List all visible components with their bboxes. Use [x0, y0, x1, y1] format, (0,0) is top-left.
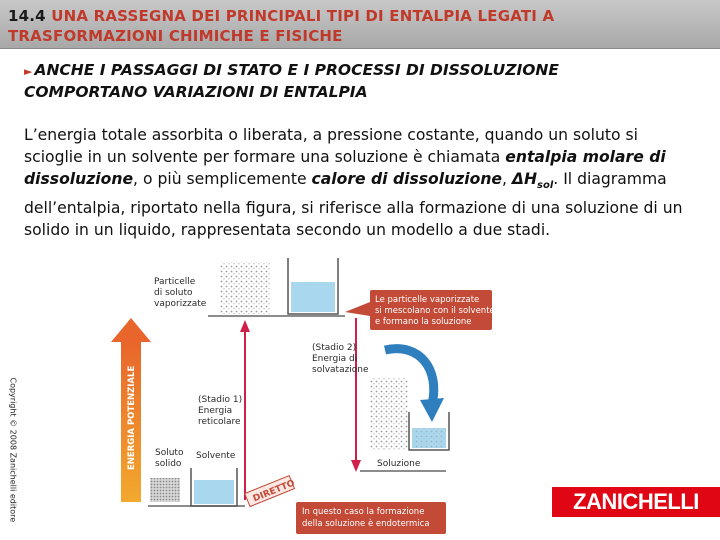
- term-calore-dissoluzione: calore di dissoluzione: [311, 170, 502, 188]
- solution-particles-cloud: [370, 378, 408, 450]
- para-text-2: , o più semplicemente: [133, 170, 312, 188]
- stage2-label-1: (Stadio 2): [312, 343, 357, 353]
- particles-label-2: di soluto: [154, 288, 193, 298]
- term-entalpia-molare: entalpia molare di dissoluzione: [24, 148, 666, 188]
- para-text-4: . Il diagramma dell’entalpia, riportato nella figura, si riferisce alla formazione di una soluzione di un solido in un liquido, rappresentata secondo un modello a due stadi.: [24, 170, 683, 240]
- beaker-solution: [409, 412, 449, 450]
- stage2-label-3: solvatazione: [312, 365, 369, 375]
- vaporized-particles: [220, 262, 270, 314]
- delta-h-subscript: sol: [537, 180, 554, 192]
- stage1-label-3: reticolare: [198, 417, 241, 427]
- callout-top-line-3: e formano la soluzione: [375, 317, 472, 327]
- publisher-logo: ZANICHELLI: [552, 487, 720, 517]
- title-line-2: TRASFORMAZIONI CHIMICHE E FISICHE: [8, 27, 343, 45]
- stage2-label-2: Energia di: [312, 354, 358, 364]
- direct-label: DIRETTO: [251, 478, 297, 505]
- callout-top-line-1: Le particelle vaporizzate: [375, 295, 480, 305]
- stage1-label-2: Energia: [198, 406, 233, 416]
- stage1-arrow: [240, 320, 250, 500]
- subtitle-line-2: COMPORTANO VARIAZIONI DI ENTALPIA: [24, 83, 368, 101]
- beaker-top: [288, 258, 338, 314]
- section-number: 14.4: [8, 7, 46, 25]
- direct-stamp: [245, 475, 297, 507]
- bullet-arrow-icon: ►: [24, 65, 33, 78]
- copyright-notice: Copyright © 2008 Zanichelli editore: [8, 377, 18, 523]
- subtitle-line-1: ANCHE I PASSAGGI DI STATO E I PROCESSI DI DISSOLUZIONE: [34, 61, 559, 79]
- stage2-arrow: [351, 318, 361, 472]
- callout-top-line-2: si mescolano con il solvente: [375, 306, 495, 316]
- solute-label-1: Soluto: [155, 448, 184, 458]
- stage1-label-1: (Stadio 1): [198, 395, 243, 405]
- solution-label: Soluzione: [377, 459, 421, 469]
- callout-bottom-line-2: della soluzione è endotermica: [302, 519, 430, 529]
- beaker-bottom: [191, 468, 237, 506]
- para-text-3: ,: [502, 170, 512, 188]
- solid-solute: [150, 478, 180, 502]
- axis-label: ENERGIA POTENZIALE: [127, 365, 137, 470]
- particles-label-1: Particelle: [154, 277, 196, 287]
- delta-h: ΔH: [511, 170, 538, 188]
- title-line-1: UNA RASSEGNA DEI PRINCIPALI TIPI DI ENTALPIA LEGATI A: [45, 7, 555, 25]
- solvent-label: Solvente: [196, 451, 236, 461]
- solute-label-2: solido: [155, 459, 182, 469]
- callout-bottom-line-1: In questo caso la formazione: [302, 507, 425, 517]
- para-text-1: L’energia totale assorbita o liberata, a pressione costante, quando un soluto si scioglie in un solvente per formare una soluzione è chiamata: [24, 126, 638, 166]
- particles-label-3: vaporizzate: [154, 299, 207, 309]
